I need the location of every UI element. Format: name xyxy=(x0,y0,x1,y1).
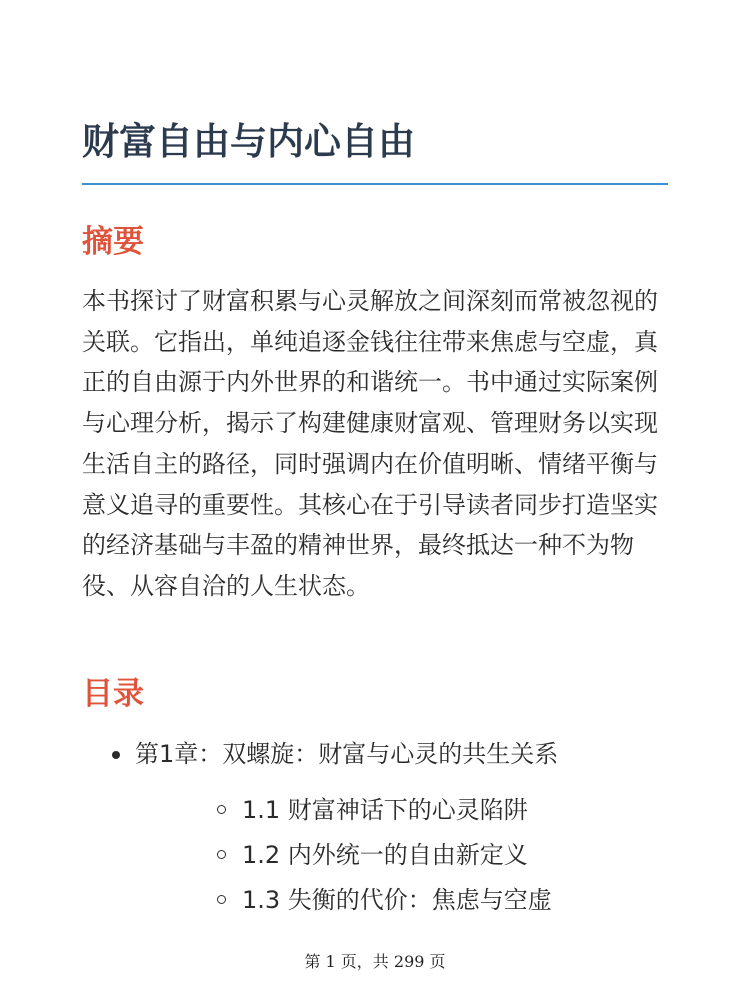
toc-section-label: 1.1 财富神话下的心灵陷阱 xyxy=(242,796,528,824)
bullet-circle-icon xyxy=(217,805,226,814)
toc-chapter-label: 第1章：双螺旋：财富与心灵的共生关系 xyxy=(135,740,559,768)
document-title: 财富自由与内心自由 xyxy=(82,120,415,163)
bullet-circle-icon xyxy=(217,895,226,904)
toc-section-item xyxy=(135,880,668,920)
title-divider xyxy=(82,183,668,185)
toc-heading: 目录 xyxy=(82,676,144,712)
toc-section-item xyxy=(135,790,668,830)
toc-section-item xyxy=(135,835,668,875)
page-number-footer: 第 1 页，共 299 页 xyxy=(304,952,446,971)
bullet-disc-icon xyxy=(112,751,120,759)
bullet-circle-icon xyxy=(217,850,226,859)
toc-section-label: 1.3 失衡的代价：焦虑与空虚 xyxy=(242,886,552,914)
toc-section-list xyxy=(135,790,668,920)
summary-heading: 摘要 xyxy=(82,224,144,260)
summary-paragraph: 本书探讨了财富积累与心灵解放之间深刻而常被忽视的关联。它指出，单纯追逐金钱往往带来焦虑与空虚，真正的自由源于内外世界的和谐统一。书中通过实际案例与心理分析，揭示了构建健康财富观、管理财务以实现生活自主的路径，同时强调内在价值明晰、情绪平衡与意义追寻的重要性。其核心在于引导读者同步打造坚实的经济基础与丰盈的精神世界，最终抵达一种不为物役、从容自洽的人生状态。 xyxy=(82,287,658,600)
toc-chapter-item xyxy=(82,734,668,920)
toc-section-label: 1.2 内外统一的自由新定义 xyxy=(242,841,528,869)
table-of-contents xyxy=(82,734,668,925)
